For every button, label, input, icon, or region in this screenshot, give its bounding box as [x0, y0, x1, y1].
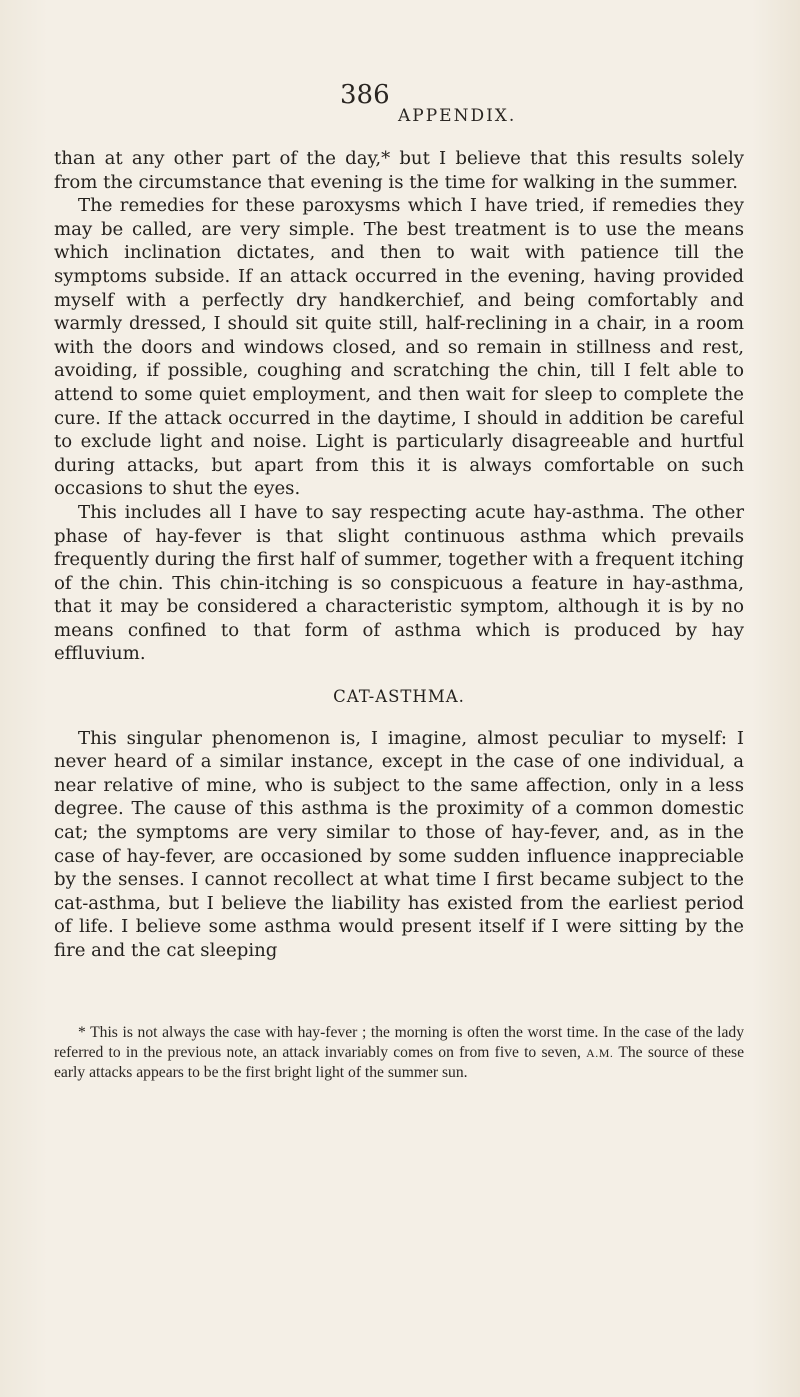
footnote-text-end: The source of these early attacks appears to be the first bright light of the summer sun.: [54, 1043, 744, 1081]
section-heading: CAT-ASTHMA.: [333, 687, 465, 707]
footnote-text: * This is not always the case with hay-fever ; the morning is often the worst time. In the case of the lady referred to in the previous note, an attack invariably comes on from five to seven,: [54, 1024, 744, 1061]
footnote: [54, 1023, 744, 1083]
running-head: APPENDIX.: [398, 106, 517, 126]
footnote-abbreviation: A.M.: [586, 1045, 614, 1060]
paragraph: This includes all I have to say respecting acute hay-asthma. The other phase of hay-fever is that slight continuous asthma which prevails frequently during the first half of summer, together with a frequent itching of the chin. This chin-itching is so conspicuous a feature in hay-asthma, that it may be considered a characteristic symptom, although it is by no means confined to that form of asthma which is produced by hay effluvium.: [54, 501, 744, 665]
paragraph: The remedies for these paroxysms which I have tried, if remedies they may be called, are very simple. The best treatment is to use the means which inclination dictates, and then to wait with patience till the symptoms subside. If an attack occurred in the evening, having provided myself with a perfectly dry handkerchief, and being comfortably and warmly dressed, I should sit quite still, half-reclining in a chair, in a room with the doors and windows closed, and so remain in stillness and rest, avoiding, if possible, coughing and scratching the chin, till I felt able to attend to some quiet employment, and then wait for sleep to complete the cure. If the attack occurred in the daytime, I should in addition be careful to exclude light and noise. Light is particularly disagreeable and hurtful during attacks, but apart from this it is always comfortable on such occasions to shut the eyes.: [54, 195, 744, 500]
page-number: 386: [340, 80, 390, 110]
paragraph: This singular phenomenon is, I imagine, almost peculiar to myself: I never heard of a similar instance, except in the case of one individual, a near relative of mine, who is subject to the same affection, only in a less degree. The cause of this asthma is the proximity of a common domestic cat; the symptoms are very similar to those of hay-fever, and, as in the case of hay-fever, are occasioned by some sudden influence inappreciable by the senses. I cannot recollect at what time I first became subject to the cat-asthma, but I believe the liability has existed from the earliest period of life. I believe some asthma would present itself if I were sitting by the fire and the cat sleeping: [54, 727, 744, 961]
paragraph: than at any other part of the day,* but I believe that this results solely from the circumstance that evening is the time for walking in the summer.: [54, 148, 744, 193]
body-text: [54, 147, 744, 963]
